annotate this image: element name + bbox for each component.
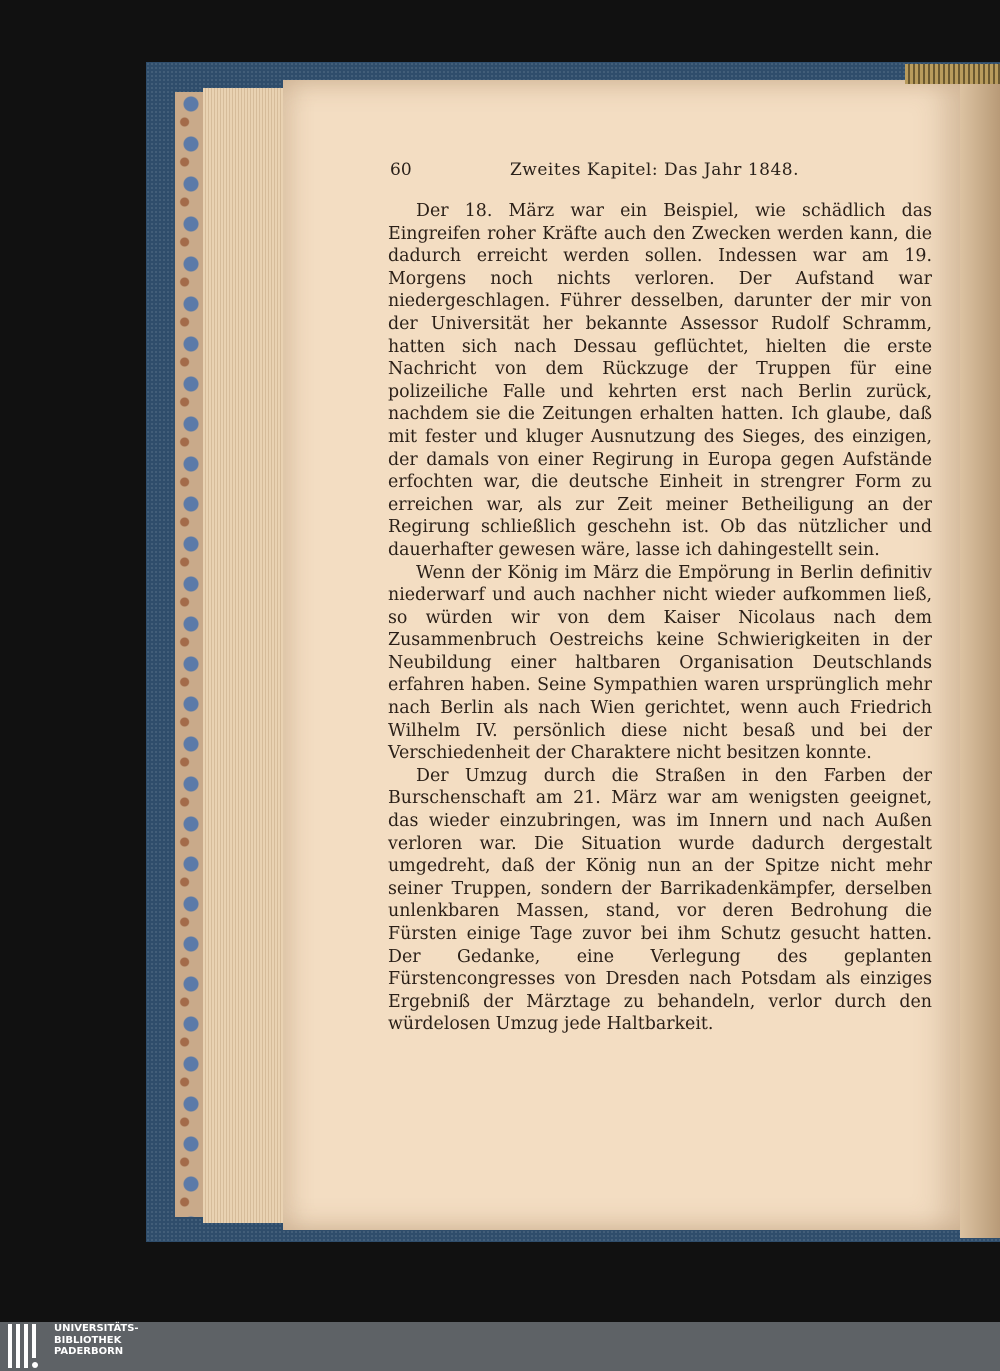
logo-line-2: BIBLIOTHEK [54,1334,122,1346]
library-logo-text [54,1323,139,1358]
logo-line-3: PADERBORN [54,1346,124,1357]
running-head: Zweites Kapitel: Das Jahr 1848. [510,160,799,180]
library-footer-bar [0,1322,1000,1371]
library-logo-icon [6,1324,50,1368]
facing-page-edge [960,78,1000,1238]
logo-line-1: UNIVERSITÄTS- [54,1323,139,1334]
page-header [390,160,930,186]
body-text [388,200,932,1036]
paragraph-2: Wenn der König im März die Empörung in Berlin definitiv niederwarf und auch nachher nicht wieder aufkommen ließ, so würden wir von dem Kaiser Nicolaus nach dem Zusammenbruch Oestreichs keine Schwierigkeiten in der Neubildung einer haltbaren Organisation Deutschlands erfahren haben. Seine Sympathien waren ursprünglich mehr nach Berlin als nach Wien gerichtet, wenn auch Friedrich Wilhelm IV. persönlich diese nicht besaß und bei der Verschiedenheit der Charaktere nicht besitzen konnte. [388,562,932,764]
page-number: 60 [390,160,412,180]
page-edges [203,88,283,1223]
paragraph-3: Der Umzug durch die Straßen in den Farben der Burschenschaft am 21. März war am wenigsten geeignet, das wieder einzubringen, was im Innern und nach Außen verloren war. Die Situation wurde dadurch dergestalt umgedreht, daß der König nun an der Spitze nicht mehr seiner Truppen, sondern der Barrikadenkämpfer, derselben unlenkbaren Massen, stand, vor deren Bedrohung die Fürsten einige Tage zuvor bei ihm Schutz gesucht hatten. Der Gedanke, eine Verlegung des geplanten Fürstencongresses von Dresden nach Potsdam als einziges Ergebniß der Märztage zu behandeln, verlor durch den würdelosen Umzug jede Haltbarkeit. [388,765,932,1035]
paragraph-1: Der 18. März war ein Beispiel, wie schädlich das Eingreifen roher Kräfte auch den Zwecken werden kann, die dadurch erreicht werden sollen. Indessen war am 19. Morgens noch nichts verloren. Der Aufstand war niedergeschlagen. Führer desselben, darunter der mir von der Universität her bekannte Assessor Rudolf Schramm, hatten sich nach Dessau geflüchtet, hielten die erste Nachricht von dem Rückzuge der Truppen für eine polizeiliche Falle und kehrten erst nach Berlin zurück, nachdem sie die Zeitungen erhalten hatten. Ich glaube, daß mit fester und kluger Ausnutzung des Sieges, des einzigen, der damals von einer Regirung in Europa gegen Aufstände erfochten war, die deutsche Einheit in strengrer Form zu erreichen war, als zur Zeit meiner Betheiligung an der Regirung schließlich geschehn ist. Ob das nützlicher und dauerhafter gewesen wäre, lasse ich dahingestellt sein. [388,201,932,560]
spine-headband [905,64,1000,84]
